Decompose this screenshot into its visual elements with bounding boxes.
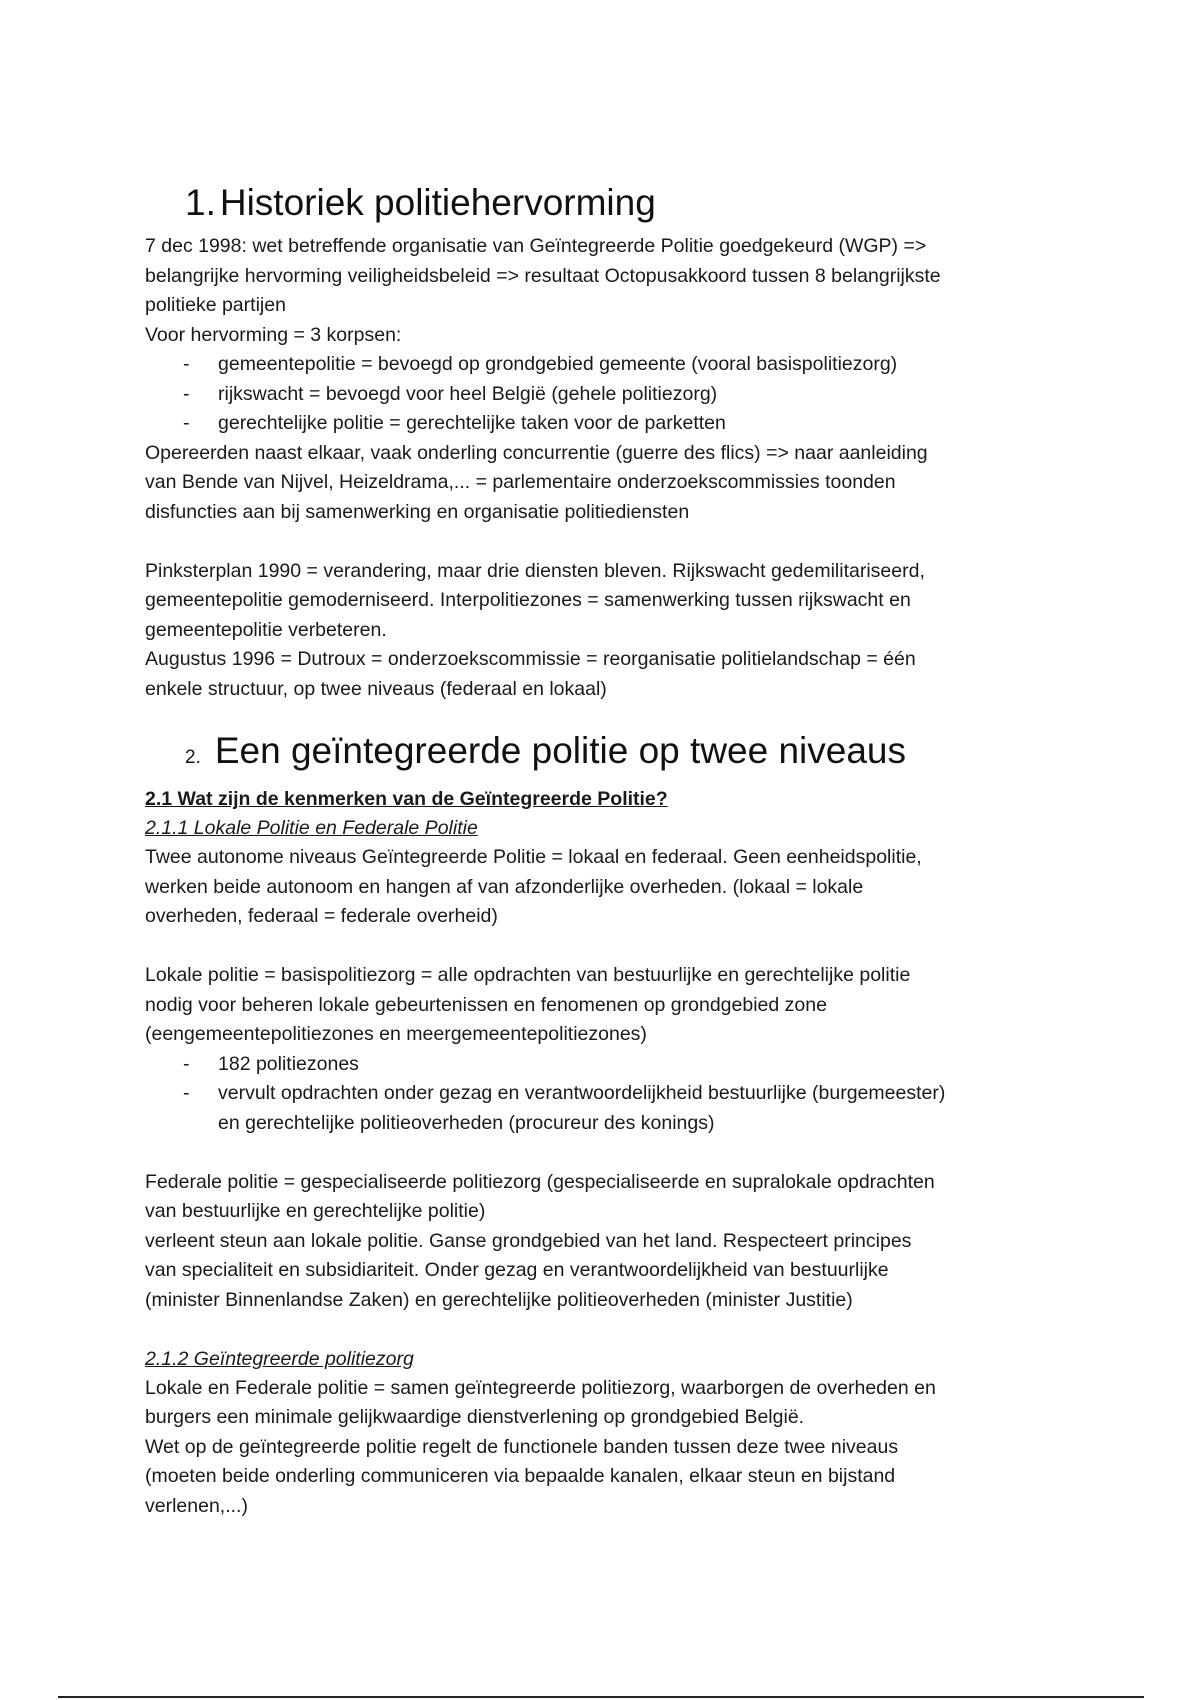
list-item-text: gerechtelijke politie = gerechtelijke taken voor de parketten bbox=[218, 412, 726, 434]
paragraph-line: (moeten beide onderling communiceren via bepaalde kanalen, elkaar steun en bijstand bbox=[145, 1465, 896, 1487]
paragraph-line: overheden, federaal = federale overheid) bbox=[145, 905, 498, 927]
paragraph-line: Lokale politie = basispolitiezorg = alle opdrachten van bestuurlijke en gerechtelijke politie bbox=[145, 964, 911, 986]
section-2-number: 2. bbox=[185, 747, 201, 768]
paragraph-line: werken beide autonoom en hangen af van afzonderlijke overheden. (lokaal = lokale bbox=[145, 875, 864, 898]
section-1-title: Historiek politiehervorming bbox=[219, 182, 656, 223]
paragraph-line: (eengemeentepolitiezones en meergemeentepolitiezones) bbox=[145, 1023, 647, 1045]
paragraph-line: Pinksterplan 1990 = verandering, maar drie diensten bleven. Rijkswacht gedemilitariseerd, bbox=[145, 559, 925, 582]
paragraph-line: verleent steun aan lokale politie. Ganse grondgebied van het land. Respecteert principes bbox=[145, 1229, 912, 1252]
section-2-title: Een geïntegreerde politie op twee niveaus bbox=[214, 730, 907, 771]
list-item-text: en gerechtelijke politieoverheden (procureur des konings) bbox=[218, 1111, 715, 1134]
list-item-text: rijkswacht = bevoegd voor heel België (gehele politiezorg) bbox=[218, 382, 718, 405]
paragraph-line: 7 dec 1998: wet betreffende organisatie van Geïntegreerde Politie goedgekeurd (WGP) => bbox=[145, 235, 927, 257]
document-page bbox=[145, 180, 1075, 1521]
list-item-text: 182 politiezones bbox=[218, 1052, 359, 1075]
paragraph-line: van Bende van Nijvel, Heizeldrama,... = parlementaire onderzoekscommissies toonden bbox=[145, 471, 896, 493]
section-1-heading bbox=[185, 180, 1075, 226]
section-1-number: 1. bbox=[185, 182, 216, 223]
subsection-2-1-1-heading: 2.1.1 Lokale Politie en Federale Politie bbox=[145, 817, 478, 839]
subsection-2-1-2-heading: 2.1.2 Geïntegreerde politiezorg bbox=[145, 1347, 414, 1370]
subsection-2-1-heading: 2.1 Wat zijn de kenmerken van de Geïntegreerde Politie? bbox=[145, 788, 668, 810]
list-item: - rijkswacht = bevoegd voor heel België (gehele politiezorg) bbox=[183, 382, 718, 405]
paragraph-line: burgers een minimale gelijkwaardige dienstverlening op grondgebied België. bbox=[145, 1406, 805, 1428]
list-item: - vervult opdrachten onder gezag en verantwoordelijkheid bestuurlijke (burgemeester) bbox=[183, 1082, 946, 1104]
section-2-heading bbox=[185, 728, 1075, 781]
paragraph-line: belangrijke hervorming veiligheidsbeleid => resultaat Octopusakkoord tussen 8 belangrijkste bbox=[145, 264, 941, 287]
list-item: - gerechtelijke politie = gerechtelijke taken voor de parketten bbox=[183, 412, 726, 434]
paragraph-line: van specialiteit en subsidiariteit. Onder gezag en verantwoordelijkheid van bestuurlijke bbox=[145, 1259, 889, 1281]
paragraph-line: disfuncties aan bij samenwerking en organisatie politiediensten bbox=[145, 500, 690, 523]
paragraph-line: politieke partijen bbox=[145, 294, 286, 316]
paragraph-line: van bestuurlijke en gerechtelijke politie) bbox=[145, 1200, 486, 1222]
footer-divider bbox=[58, 1696, 1144, 1698]
paragraph-line: (minister Binnenlandse Zaken) en gerechtelijke politieoverheden (minister Justitie) bbox=[145, 1288, 853, 1311]
paragraph-line: verlenen,...) bbox=[145, 1494, 248, 1517]
paragraph-line: enkele structuur, op twee niveaus (federaal en lokaal) bbox=[145, 677, 607, 700]
paragraph-line: nodig voor beheren lokale gebeurtenissen en fenomenen op grondgebied zone bbox=[145, 993, 827, 1016]
lokale-politie-list bbox=[145, 1050, 1075, 1139]
list-item-continuation bbox=[145, 1109, 1075, 1139]
paragraph-line: Twee autonome niveaus Geïntegreerde Politie = lokaal en federaal. Geen eenheidspolitie, bbox=[145, 846, 922, 868]
paragraph-line: Lokale en Federale politie = samen geïntegreerde politiezorg, waarborgen de overheden en bbox=[145, 1376, 936, 1399]
paragraph-line: Augustus 1996 = Dutroux = onderzoekscommissie = reorganisatie politielandschap = één bbox=[145, 648, 916, 670]
paragraph-line: Wet op de geïntegreerde politie regelt de functionele banden tussen deze twee niveaus bbox=[145, 1435, 899, 1458]
list-item-text: vervult opdrachten onder gezag en verantwoordelijkheid bestuurlijke (burgemeester) bbox=[218, 1082, 946, 1104]
list-item: - gemeentepolitie = bevoegd op grondgebied gemeente (vooral basispolitiezorg) bbox=[183, 353, 898, 375]
list-item: - 182 politiezones bbox=[183, 1052, 359, 1075]
paragraph-line: gemeentepolitie gemoderniseerd. Interpolitiezones = samenwerking tussen rijkswacht en bbox=[145, 589, 911, 611]
paragraph-line: Opereerden naast elkaar, vaak onderling concurrentie (guerre des flics) => naar aanleiding bbox=[145, 441, 928, 464]
paragraph-line: Voor hervorming = 3 korpsen: bbox=[145, 323, 402, 346]
korpsen-list bbox=[145, 350, 1075, 439]
paragraph-line: gemeentepolitie verbeteren. bbox=[145, 618, 387, 641]
list-item-text: gemeentepolitie = bevoegd op grondgebied gemeente (vooral basispolitiezorg) bbox=[218, 353, 898, 375]
paragraph-line: Federale politie = gespecialiseerde politiezorg (gespecialiseerde en supralokale opdrachten bbox=[145, 1170, 935, 1193]
